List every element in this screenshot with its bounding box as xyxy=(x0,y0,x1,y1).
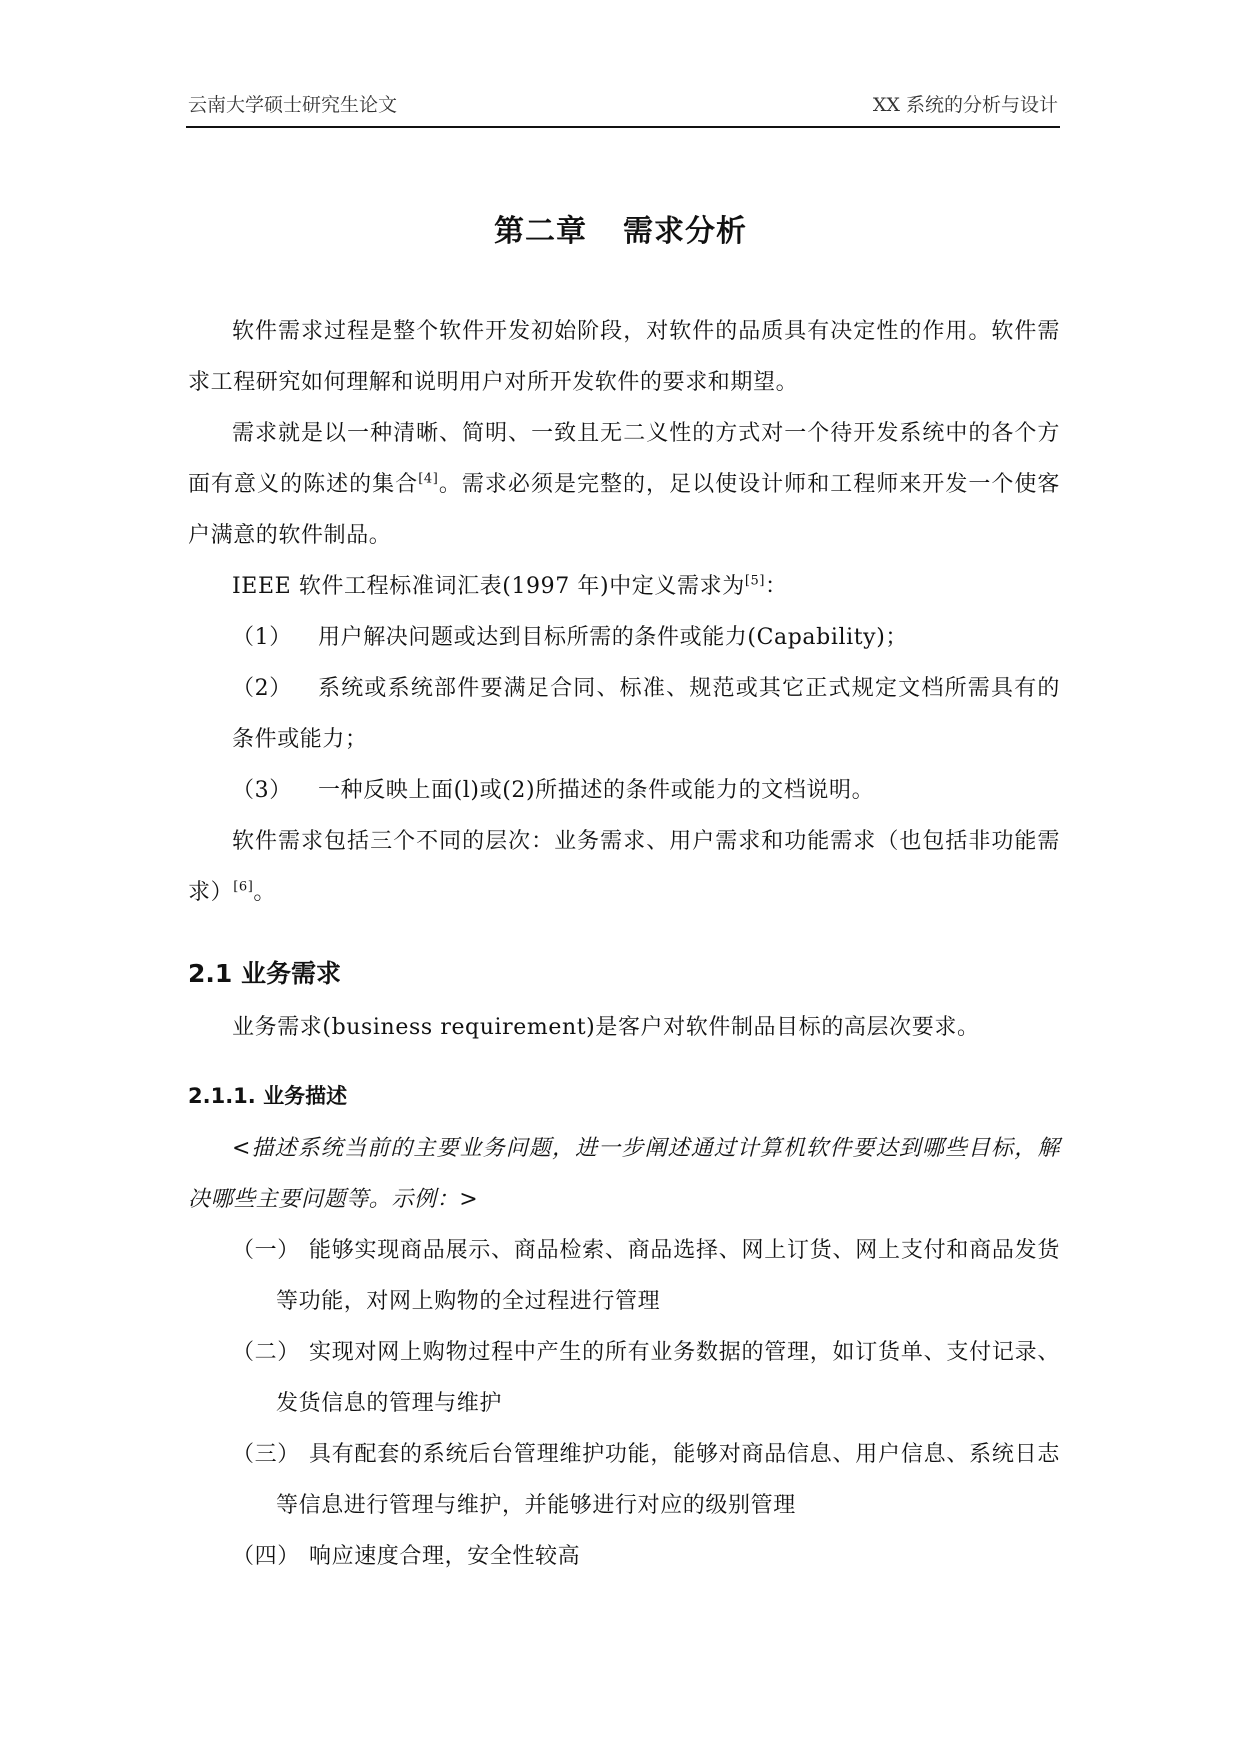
definition-item-text: 一种反映上面(l)或(2)所描述的条件或能力的文档说明。 xyxy=(318,778,875,803)
citation-5: [5] xyxy=(744,573,766,589)
intro-paragraph-3-text-b: ： xyxy=(765,574,788,599)
citation-4: [4] xyxy=(418,471,439,487)
intro-paragraph-2 xyxy=(188,408,1060,561)
intro-paragraph-2-text-a: 需求就是以一种清晰、简明、一致且无二义性的方式对一个待开发系统中的各个方面有意义的陈述的集合 xyxy=(188,421,1060,497)
business-item-text: 能够实现商品展示、商品检索、商品选择、网上订货、网上支付和商品发货等功能，对网上购物的全过程进行管理 xyxy=(276,1238,1060,1314)
definition-item-marker: （1） xyxy=(232,625,292,650)
intro-paragraph-3-text-a: IEEE 软件工程标准词汇表(1997 年)中定义需求为 xyxy=(232,574,745,599)
definition-item-text: 系统或系统部件要满足合同、标准、规范或其它正式规定文档所需具有的条件或能力； xyxy=(232,676,1060,752)
business-item-text: 响应速度合理，安全性较高 xyxy=(309,1544,581,1569)
definition-item-3 xyxy=(188,765,1060,816)
business-item-marker: （二） xyxy=(232,1340,300,1365)
section-heading-2-1-1: 2.1.1. 业务描述 xyxy=(188,1084,348,1108)
intro-paragraph-4-text-a: 软件需求包括三个不同的层次：业务需求、用户需求和功能需求（也包括非功能需求） xyxy=(188,829,1060,905)
business-item-1 xyxy=(188,1225,1060,1327)
business-item-4 xyxy=(188,1531,1060,1582)
intro-paragraph-3 xyxy=(188,561,1060,612)
body-content xyxy=(188,306,1060,1582)
intro-paragraph-4 xyxy=(188,816,1060,918)
definition-item-marker: （3） xyxy=(232,778,292,803)
business-item-marker: （四） xyxy=(232,1544,300,1569)
header-thesis-title: XX 系统的分析与设计 xyxy=(872,94,1058,116)
section-2-1-paragraph: 业务需求(business requirement)是客户对软件制品目标的高层次要求。 xyxy=(232,1015,980,1040)
page-header xyxy=(186,86,1060,128)
intro-paragraph-1: 软件需求过程是整个软件开发初始阶段，对软件的品质具有决定性的作用。软件需求工程研究如何理解和说明用户对所开发软件的要求和期望。 xyxy=(188,319,1060,395)
chapter-number: 第二章 xyxy=(494,214,587,249)
business-item-marker: （一） xyxy=(232,1238,300,1263)
header-university: 云南大学硕士研究生论文 xyxy=(188,94,398,116)
intro-paragraph-2-text-b: 。需求必须是完整的，足以使设计师和工程师来开发一个使客户满意的软件制品。 xyxy=(188,472,1060,548)
section-2-1-1-note: <描述系统当前的主要业务问题，进一步阐述通过计算机软件要达到哪些目标，解决哪些主要问题等。示例：> xyxy=(188,1136,1060,1212)
definition-item-text: 用户解决问题或达到目标所需的条件或能力(Capability)； xyxy=(318,625,908,650)
definition-item-1 xyxy=(188,612,1060,663)
business-item-3 xyxy=(188,1429,1060,1531)
chapter-name: 需求分析 xyxy=(623,214,747,249)
section-heading-2-1: 2.1 业务需求 xyxy=(188,959,341,988)
intro-paragraph-4-text-b: 。 xyxy=(253,880,277,905)
definition-item-2 xyxy=(188,663,1060,765)
definition-item-marker: （2） xyxy=(232,676,292,701)
business-item-text: 具有配套的系统后台管理维护功能，能够对商品信息、用户信息、系统日志等信息进行管理与维护，并能够进行对应的级别管理 xyxy=(276,1442,1060,1518)
citation-6: [6] xyxy=(233,879,254,895)
business-item-marker: （三） xyxy=(232,1442,300,1467)
business-item-text: 实现对网上购物过程中产生的所有业务数据的管理，如订货单、支付记录、发货信息的管理与维护 xyxy=(276,1340,1060,1416)
business-item-2 xyxy=(188,1327,1060,1429)
chapter-title xyxy=(0,206,1241,250)
